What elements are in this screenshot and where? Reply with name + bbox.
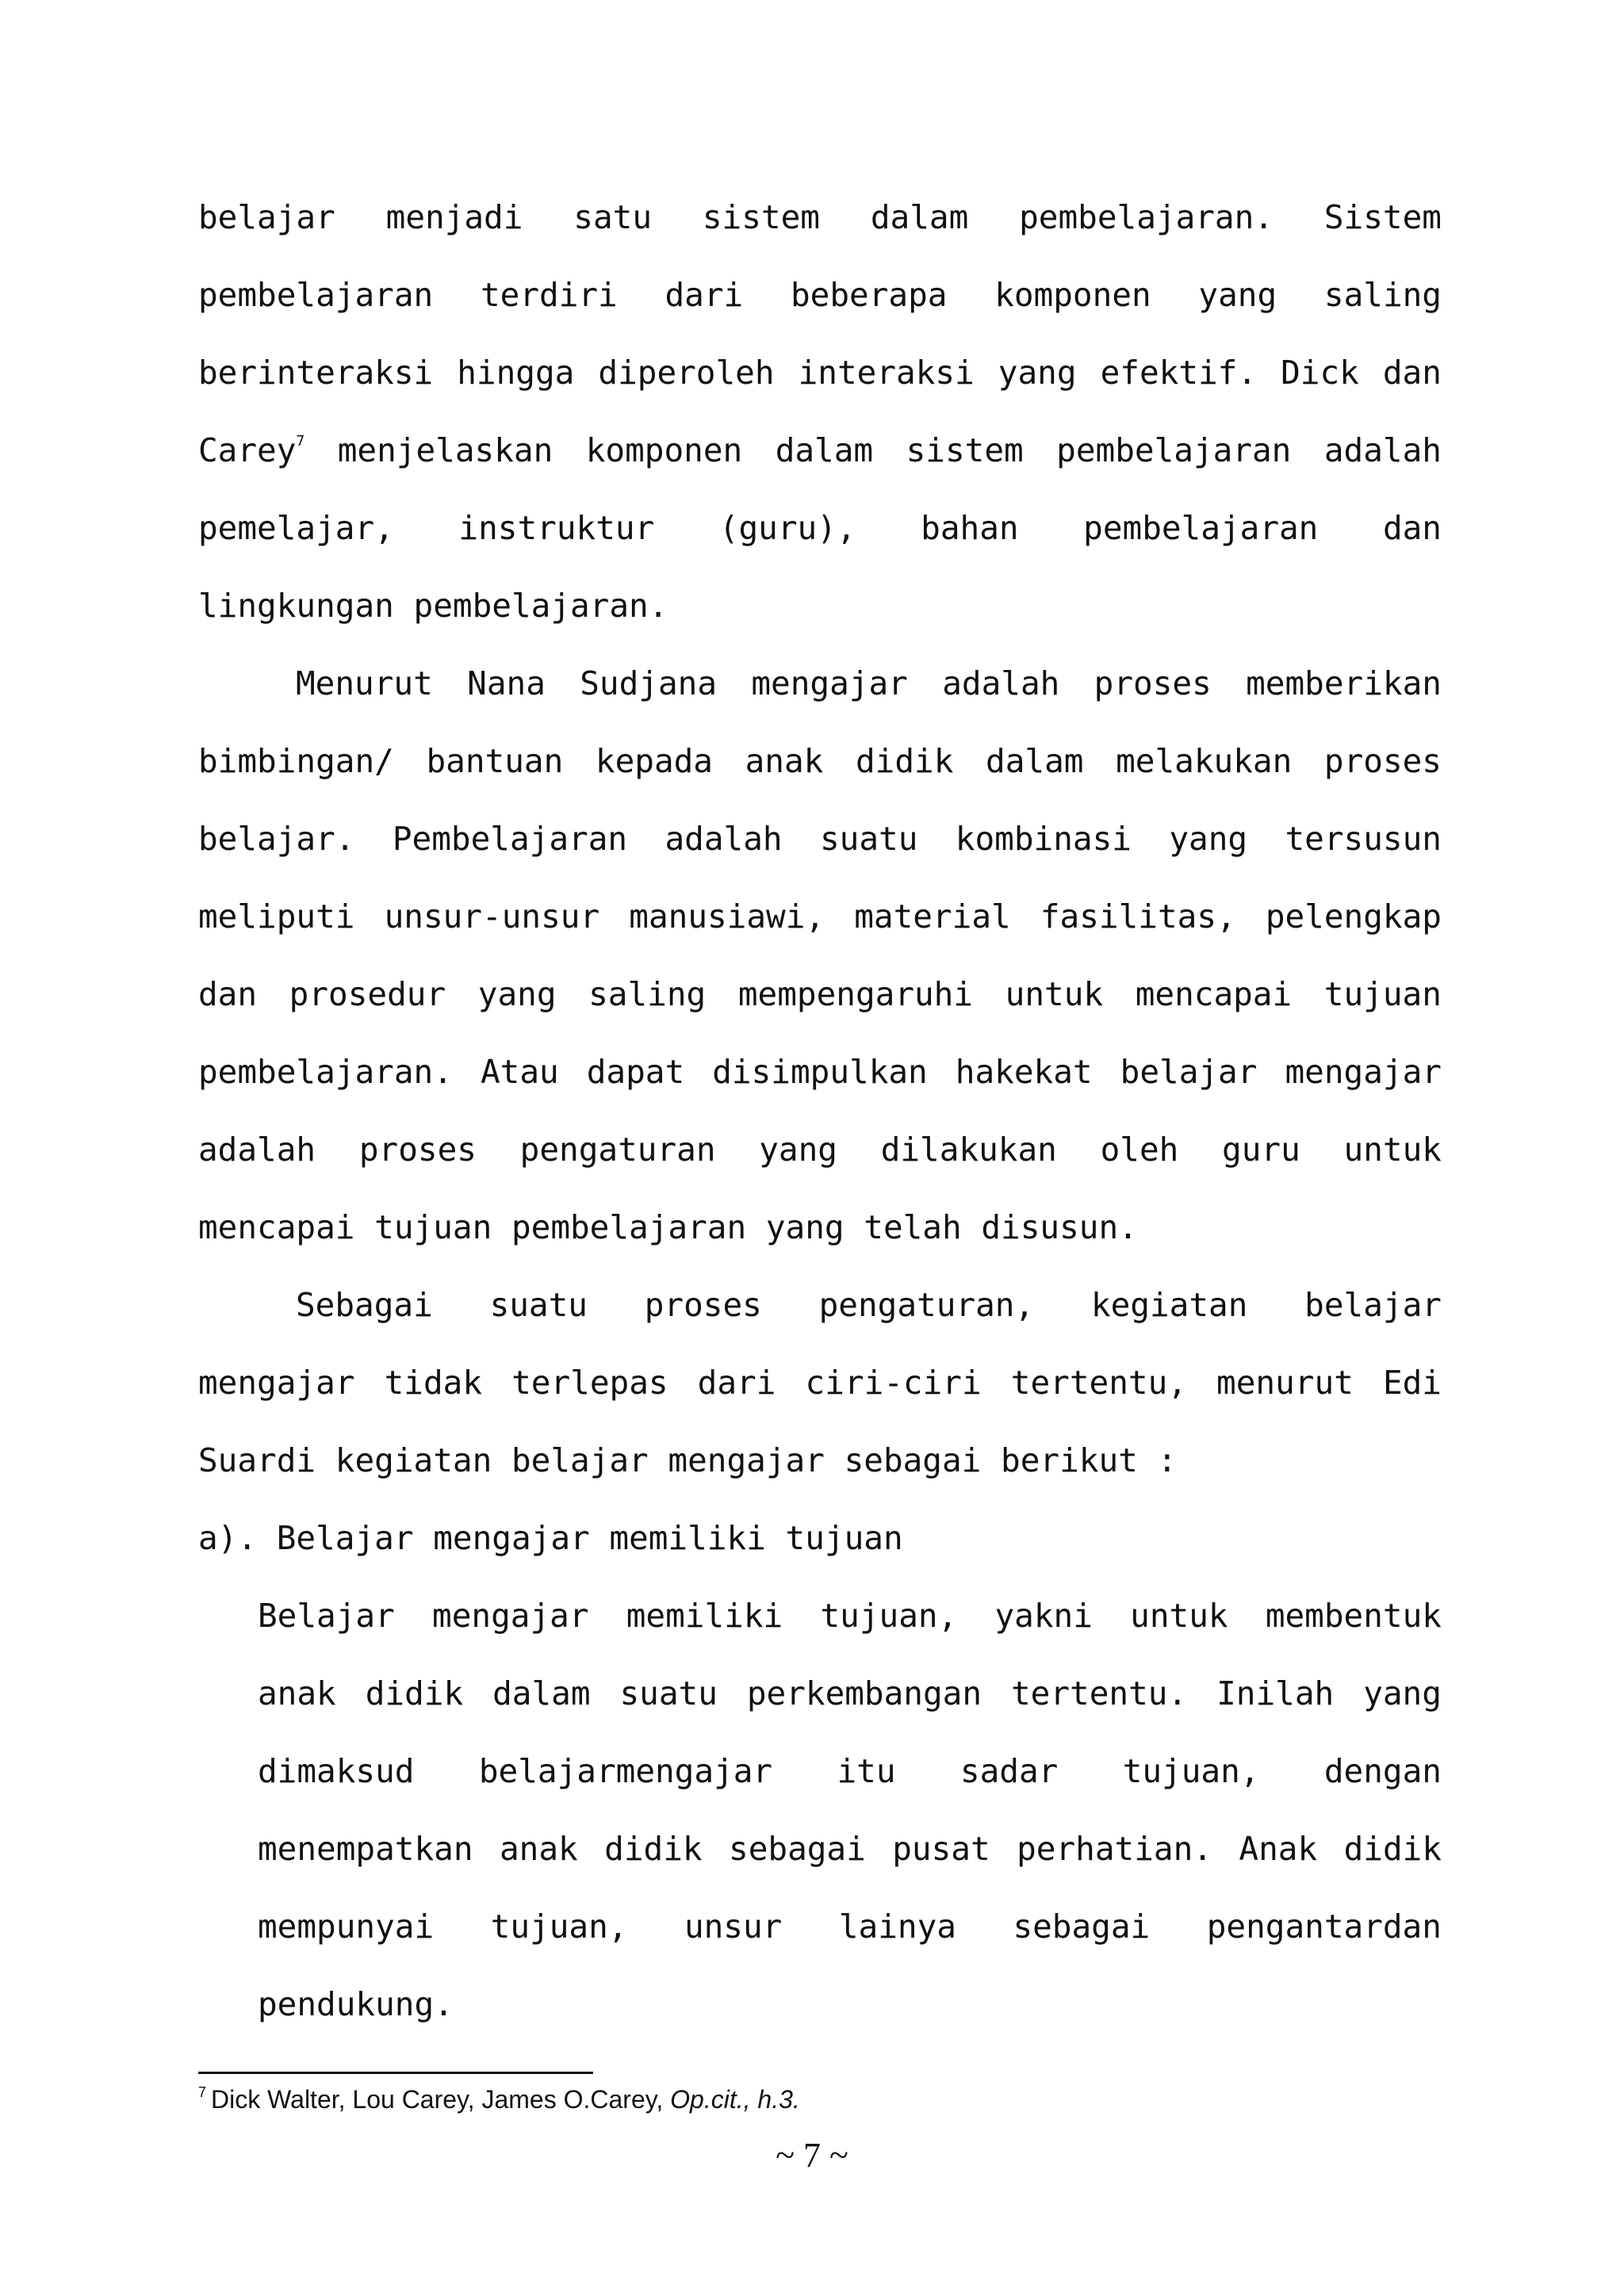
word: didik bbox=[1343, 1830, 1442, 1868]
word: efektif. bbox=[1100, 354, 1258, 392]
word: dengan bbox=[1323, 1752, 1442, 1790]
paragraph-1-line-5 bbox=[198, 504, 1442, 552]
word: untuk bbox=[1343, 1131, 1442, 1169]
word: didik bbox=[856, 742, 954, 780]
word: dalam bbox=[986, 742, 1084, 780]
word: itu bbox=[837, 1752, 896, 1790]
list-item-a-line-1 bbox=[258, 1592, 1442, 1640]
word: proses bbox=[358, 1131, 477, 1169]
word: belajar bbox=[1120, 1053, 1258, 1091]
word: kepada bbox=[595, 742, 713, 780]
word: material bbox=[854, 897, 1011, 936]
footnote-separator bbox=[198, 2072, 593, 2074]
word: guru bbox=[1222, 1131, 1300, 1169]
word: sistem bbox=[702, 198, 820, 236]
word: dan bbox=[1382, 354, 1442, 392]
word: Atau bbox=[480, 1053, 559, 1091]
word: mempunyai bbox=[258, 1908, 435, 1946]
paragraph-3-line-2 bbox=[198, 1359, 1442, 1406]
word: anak bbox=[745, 742, 824, 780]
word: disimpulkan bbox=[712, 1053, 928, 1091]
paragraph-1-line-1 bbox=[198, 193, 1442, 241]
word: proses bbox=[1094, 664, 1212, 702]
word: satu bbox=[573, 198, 653, 236]
list-item-a-line-6: pendukung. bbox=[258, 1985, 454, 2023]
word: pengantardan bbox=[1206, 1908, 1442, 1946]
word: adalah bbox=[665, 820, 783, 858]
word: pelengkap bbox=[1265, 897, 1442, 936]
word: anak bbox=[258, 1674, 336, 1712]
word: unsur-unsur bbox=[384, 897, 600, 936]
word: Belajar bbox=[258, 1597, 395, 1635]
word: tersusun bbox=[1285, 820, 1442, 858]
word: proses bbox=[644, 1286, 762, 1324]
word: adalah bbox=[942, 664, 1060, 702]
word: pusat bbox=[892, 1830, 990, 1868]
word: Anak bbox=[1239, 1830, 1318, 1868]
word: menurut bbox=[1216, 1364, 1354, 1402]
word: mencapai bbox=[1135, 975, 1293, 1013]
paragraph-2-line-6 bbox=[198, 1048, 1442, 1096]
word: dapat bbox=[586, 1053, 685, 1091]
word: yang bbox=[477, 975, 557, 1013]
word: bimbingan/ bbox=[198, 742, 394, 780]
word: bahan bbox=[921, 509, 1019, 547]
word: pembelajaran. bbox=[1019, 198, 1274, 236]
word: memberikan bbox=[1246, 664, 1442, 702]
word: yang bbox=[1198, 276, 1277, 314]
paragraph-3-line-3: Suardi kegiatan belajar mengajar sebagai berikut : bbox=[198, 1441, 1178, 1479]
word: tertentu. bbox=[1011, 1674, 1188, 1712]
word: yang bbox=[1363, 1674, 1442, 1712]
word: ciri-ciri bbox=[805, 1364, 982, 1402]
word: hingga bbox=[457, 354, 575, 392]
word: sebagai bbox=[729, 1830, 866, 1868]
word: Sudjana bbox=[580, 664, 718, 702]
word: Inilah bbox=[1216, 1674, 1335, 1712]
paragraph-2-line-2 bbox=[198, 737, 1442, 785]
footnote-authors: Dick Walter, Lou Carey, James O.Carey, bbox=[211, 2085, 671, 2114]
word: belajar bbox=[198, 198, 335, 236]
word: menjelaskan bbox=[337, 431, 553, 469]
word: pemelajar, bbox=[198, 509, 394, 547]
list-item-a-heading: a). Belajar mengajar memiliki tujuan bbox=[198, 1519, 903, 1557]
word: mengajar bbox=[432, 1597, 589, 1635]
word: memiliki bbox=[626, 1597, 783, 1635]
word: kombinasi bbox=[955, 820, 1132, 858]
word: oleh bbox=[1100, 1131, 1179, 1169]
word: Sebagai bbox=[296, 1286, 433, 1324]
word: meliputi bbox=[198, 897, 355, 936]
word: menjadi bbox=[385, 198, 523, 236]
word: adalah bbox=[1323, 431, 1442, 469]
footnote-reference[interactable]: 7 bbox=[296, 433, 305, 450]
paragraph-2-line-5 bbox=[198, 970, 1442, 1018]
word: komponen bbox=[585, 431, 743, 469]
paragraph-2-line-3 bbox=[198, 815, 1442, 863]
word: saling bbox=[1323, 276, 1442, 314]
word: suatu bbox=[619, 1674, 718, 1712]
word: belajar bbox=[1304, 1286, 1442, 1324]
word: mengajar bbox=[1285, 1053, 1442, 1091]
word: anak bbox=[499, 1830, 578, 1868]
word: menempatkan bbox=[258, 1830, 473, 1868]
word: mempengaruhi bbox=[737, 975, 974, 1013]
word: yakni bbox=[994, 1597, 1093, 1635]
word: untuk bbox=[1005, 975, 1104, 1013]
word: tujuan, bbox=[1122, 1752, 1260, 1790]
word: prosedur bbox=[289, 975, 446, 1013]
paragraph-1-line-2 bbox=[198, 271, 1442, 319]
word: suatu bbox=[819, 820, 918, 858]
paragraph-1-line-4 bbox=[198, 427, 1442, 474]
list-item-a-line-3 bbox=[258, 1747, 1442, 1795]
word: tujuan bbox=[1323, 975, 1442, 1013]
paragraph-2-line-7 bbox=[198, 1126, 1442, 1173]
word: bantuan bbox=[426, 742, 564, 780]
footnote bbox=[198, 2085, 800, 2114]
word: yang bbox=[1169, 820, 1248, 858]
word: suatu bbox=[489, 1286, 588, 1324]
word: tidak bbox=[384, 1364, 482, 1402]
footnote-number: 7 bbox=[198, 2084, 207, 2100]
list-item-a-line-5 bbox=[258, 1903, 1442, 1950]
list-item-a-line-2 bbox=[258, 1670, 1442, 1717]
word: Nana bbox=[467, 664, 546, 702]
word: tertentu, bbox=[1010, 1364, 1187, 1402]
word: unsur bbox=[684, 1908, 783, 1946]
word: dimaksud bbox=[258, 1752, 415, 1790]
word: didik bbox=[604, 1830, 703, 1868]
word: dari bbox=[697, 1364, 776, 1402]
word: pembelajaran. bbox=[198, 1053, 453, 1091]
word: kegiatan bbox=[1090, 1286, 1248, 1324]
word: mengajar bbox=[198, 1364, 355, 1402]
word: proses bbox=[1323, 742, 1442, 780]
word: dilakukan bbox=[880, 1131, 1057, 1169]
word: perhatian. bbox=[1017, 1830, 1212, 1868]
word: melakukan bbox=[1116, 742, 1293, 780]
word: yang bbox=[998, 354, 1077, 392]
word: pembelajaran bbox=[1056, 431, 1292, 469]
word: tujuan, bbox=[820, 1597, 958, 1635]
word: saling bbox=[588, 975, 707, 1013]
word: Menurut bbox=[296, 664, 433, 702]
word: dalam bbox=[870, 198, 969, 236]
word: belajarmengajar bbox=[478, 1752, 773, 1790]
word: yang bbox=[759, 1131, 837, 1169]
word: didik bbox=[365, 1674, 464, 1712]
word: instruktur bbox=[458, 509, 655, 547]
paragraph-3-line-1 bbox=[296, 1281, 1442, 1329]
word: Pembelajaran bbox=[392, 820, 628, 858]
word: tujuan, bbox=[490, 1908, 628, 1946]
word: lainya bbox=[838, 1908, 956, 1946]
word: dalam bbox=[492, 1674, 591, 1712]
footnote-source: Op.cit., h.3. bbox=[670, 2085, 800, 2114]
word: untuk bbox=[1130, 1597, 1228, 1635]
word: berinteraksi bbox=[198, 354, 434, 392]
word: dan bbox=[1382, 509, 1442, 547]
word: terdiri bbox=[480, 276, 618, 314]
word: terlepas bbox=[511, 1364, 668, 1402]
word: dari bbox=[665, 276, 744, 314]
word: interaksi bbox=[798, 354, 975, 392]
word: diperoleh bbox=[598, 354, 775, 392]
word: hakekat bbox=[955, 1053, 1093, 1091]
word: pengaturan, bbox=[818, 1286, 1035, 1324]
word: Dick bbox=[1281, 354, 1359, 392]
carey-citation: Carey$^7$ bbox=[198, 431, 305, 469]
word: dalam bbox=[775, 431, 874, 469]
word: pengaturan bbox=[519, 1131, 716, 1169]
paragraph-2-line-1 bbox=[296, 660, 1442, 707]
word: pembelajaran bbox=[1083, 509, 1319, 547]
word: belajar. bbox=[198, 820, 355, 858]
word: sistem bbox=[906, 431, 1024, 469]
word: sadar bbox=[959, 1752, 1059, 1790]
paragraph-1-line-3 bbox=[198, 349, 1442, 396]
word: pembelajaran bbox=[198, 276, 434, 314]
word: komponen bbox=[994, 276, 1151, 314]
word: dan bbox=[198, 975, 258, 1013]
page-number: ~ 7 ~ bbox=[776, 2136, 848, 2175]
word: Sistem bbox=[1323, 198, 1442, 236]
word: perkembangan bbox=[746, 1674, 982, 1712]
word: adalah bbox=[198, 1131, 316, 1169]
word: membentuk bbox=[1265, 1597, 1442, 1635]
word: fasilitas, bbox=[1040, 897, 1236, 936]
word: Edi bbox=[1382, 1364, 1442, 1402]
word: mengajar bbox=[751, 664, 908, 702]
word: manusiawi, bbox=[629, 897, 825, 936]
word: beberapa bbox=[790, 276, 948, 314]
paragraph-1-line-6: lingkungan pembelajaran. bbox=[198, 587, 668, 625]
paragraph-2-line-8: mencapai tujuan pembelajaran yang telah disusun. bbox=[198, 1208, 1138, 1246]
list-item-a-line-4 bbox=[258, 1825, 1442, 1873]
word: (guru), bbox=[718, 509, 856, 547]
paragraph-2-line-4 bbox=[198, 893, 1442, 940]
word: sebagai bbox=[1013, 1908, 1151, 1946]
